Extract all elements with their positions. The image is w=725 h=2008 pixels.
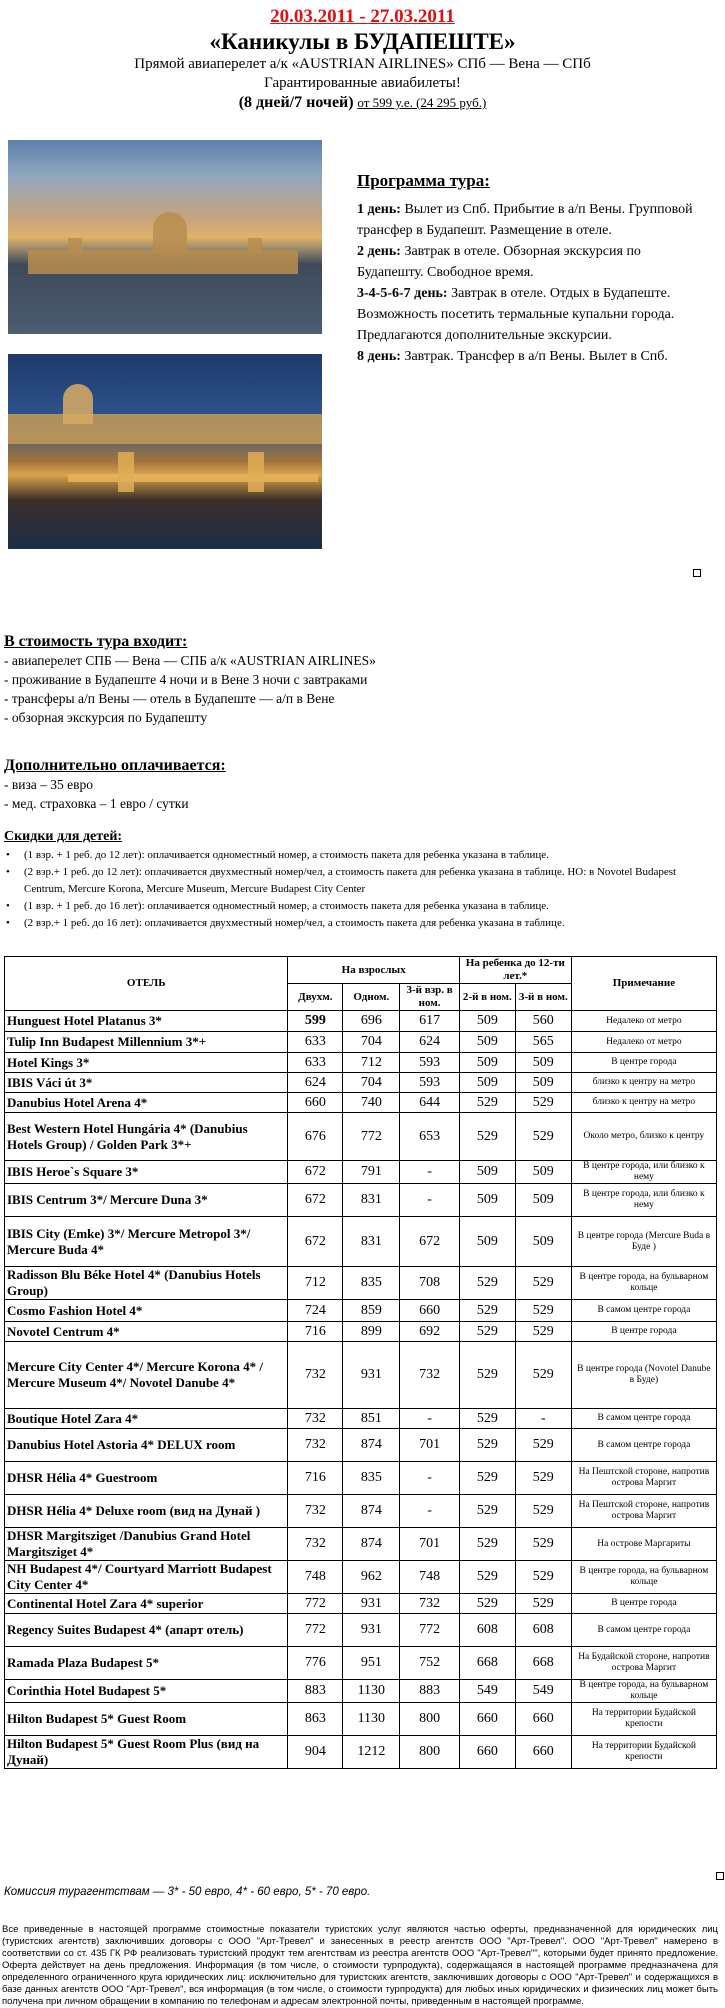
hotel-name: IBIS Centrum 3*/ Mercure Duna 3* bbox=[5, 1184, 288, 1217]
price-single: 859 bbox=[343, 1300, 400, 1322]
price-child-3rd: 560 bbox=[515, 1011, 571, 1032]
price-single: 931 bbox=[343, 1594, 400, 1614]
price-double: 776 bbox=[288, 1647, 343, 1680]
hotel-note: Недалеко от метро bbox=[571, 1011, 716, 1032]
hotel-name: Tulip Inn Budapest Millennium 3*+ bbox=[5, 1032, 288, 1053]
hotel-note: На острове Маргариты bbox=[571, 1528, 716, 1561]
price-child-2nd: 529 bbox=[459, 1462, 515, 1495]
price-single: 951 bbox=[343, 1647, 400, 1680]
tour-duration: (8 дней/7 ночей) bbox=[238, 94, 354, 111]
price-double: 748 bbox=[288, 1561, 343, 1594]
program-day-3-7: 3-4-5-6-7 день: Завтрак в отеле. Отдых в Будапеште. Возможность посетить термальные купальни города. Предлагаются дополнительные экскурсии. bbox=[357, 286, 675, 343]
price-child-2nd: 529 bbox=[459, 1322, 515, 1342]
col-double: Двухм. bbox=[288, 984, 343, 1011]
hotel-name: Corinthia Hotel Budapest 5* bbox=[5, 1680, 288, 1703]
table-row bbox=[5, 1300, 717, 1322]
price-single: 931 bbox=[343, 1342, 400, 1409]
price-child-3rd: 529 bbox=[515, 1462, 571, 1495]
hotel-price-table bbox=[4, 956, 717, 1769]
price-third-adult: - bbox=[400, 1462, 459, 1495]
hotel-name: Continental Hotel Zara 4* superior bbox=[5, 1594, 288, 1614]
price-child-3rd: 529 bbox=[515, 1300, 571, 1322]
table-row bbox=[5, 1736, 717, 1769]
hotel-note: На Пештской стороне, напротив острова Маргит bbox=[571, 1495, 716, 1528]
kids-item: • (2 взр.+ 1 реб. до 12 лет): оплачивается двухместный номер/чел, а стоимость пакета для ребенка указана в таблице. НО: в Novotel Budapest Centrum, Mercure Korona, Mercure Museum, Mercure Budapest City Center bbox=[6, 866, 677, 895]
price-child-2nd: 660 bbox=[459, 1736, 515, 1769]
price-single: 740 bbox=[343, 1093, 400, 1113]
col-note: Примечание bbox=[571, 957, 716, 1011]
hotel-name: Hilton Budapest 5* Guest Room bbox=[5, 1703, 288, 1736]
table-row bbox=[5, 1267, 717, 1300]
price-child-2nd: 509 bbox=[459, 1053, 515, 1073]
price-child-2nd: 509 bbox=[459, 1073, 515, 1093]
includes-item: - трансферы а/п Вены — отель в Будапеште — а/п в Вене bbox=[4, 691, 335, 706]
duration-price bbox=[0, 93, 725, 113]
hotel-note: В самом центре города bbox=[571, 1614, 716, 1647]
price-double: 904 bbox=[288, 1736, 343, 1769]
price-single: 931 bbox=[343, 1614, 400, 1647]
hotel-note: В центре города, на бульварном кольце bbox=[571, 1561, 716, 1594]
includes-heading: В стоимость тура входит: bbox=[4, 633, 188, 650]
price-single: 831 bbox=[343, 1217, 400, 1267]
price-child-3rd: 529 bbox=[515, 1322, 571, 1342]
extra-heading: Дополнительно оплачивается: bbox=[4, 757, 226, 774]
includes-item: - авиаперелет СПБ — Вена — СПБ а/к «AUSTRIAN AIRLINES» bbox=[4, 653, 376, 668]
table-row bbox=[5, 1495, 717, 1528]
hotel-note: В центре города, на бульварном кольце bbox=[571, 1680, 716, 1703]
hotel-note: В самом центре города bbox=[571, 1409, 716, 1429]
price-child-2nd: 529 bbox=[459, 1429, 515, 1462]
price-single: 874 bbox=[343, 1528, 400, 1561]
price-single: 831 bbox=[343, 1184, 400, 1217]
price-third-adult: 752 bbox=[400, 1647, 459, 1680]
price-child-2nd: 529 bbox=[459, 1594, 515, 1614]
price-single: 704 bbox=[343, 1032, 400, 1053]
price-third-adult: 617 bbox=[400, 1011, 459, 1032]
tour-title: «Каникулы в БУДАПЕШТЕ» bbox=[209, 29, 516, 54]
price-double: 732 bbox=[288, 1342, 343, 1409]
price-third-adult: 772 bbox=[400, 1614, 459, 1647]
includes-item: - обзорная экскурсия по Будапешту bbox=[4, 710, 208, 725]
table-row bbox=[5, 1647, 717, 1680]
hotel-note: В центре города bbox=[571, 1322, 716, 1342]
extra-item: - виза – 35 евро bbox=[4, 777, 94, 792]
table-row bbox=[5, 1032, 717, 1053]
price-child-2nd: 509 bbox=[459, 1032, 515, 1053]
table-row bbox=[5, 1217, 717, 1267]
hotel-note: В центре города bbox=[571, 1594, 716, 1614]
price-double: 772 bbox=[288, 1614, 343, 1647]
table-row bbox=[5, 1703, 717, 1736]
price-third-adult: 800 bbox=[400, 1703, 459, 1736]
price-double: 863 bbox=[288, 1703, 343, 1736]
price-double: 633 bbox=[288, 1032, 343, 1053]
price-child-3rd: 509 bbox=[515, 1053, 571, 1073]
col-child: На ребенка до 12-ти лет.* bbox=[459, 957, 571, 984]
hotel-note: В центре города (Mercure Buda в Буде ) bbox=[571, 1217, 716, 1267]
hotel-name: Boutique Hotel Zara 4* bbox=[5, 1409, 288, 1429]
price-child-3rd: 529 bbox=[515, 1113, 571, 1161]
price-child-2nd: 529 bbox=[459, 1528, 515, 1561]
price-child-2nd: 608 bbox=[459, 1614, 515, 1647]
col-hotel: ОТЕЛЬ bbox=[5, 957, 288, 1011]
col-child-3rd: 3-й в ном. bbox=[515, 984, 571, 1011]
hotel-name: Best Western Hotel Hungária 4* (Danubius Hotels Group) / Golden Park 3*+ bbox=[5, 1113, 288, 1161]
agency-commission: Комиссия турагентствам — 3* - 50 евро, 4* - 60 евро, 5* - 70 евро. bbox=[4, 1886, 371, 1898]
price-third-adult: 883 bbox=[400, 1680, 459, 1703]
price-child-3rd: - bbox=[515, 1409, 571, 1429]
price-third-adult: - bbox=[400, 1409, 459, 1429]
table-row bbox=[5, 1594, 717, 1614]
price-double: 624 bbox=[288, 1073, 343, 1093]
price-double: 672 bbox=[288, 1161, 343, 1184]
hotel-name: Hotel Kings 3* bbox=[5, 1053, 288, 1073]
price-child-3rd: 509 bbox=[515, 1161, 571, 1184]
price-third-adult: 660 bbox=[400, 1300, 459, 1322]
flight-info: Прямой авиаперелет а/к «AUSTRIAN AIRLINES» СПб — Вена — СПб bbox=[134, 56, 591, 72]
table-row bbox=[5, 1614, 717, 1647]
hotel-name: Mercure City Center 4*/ Mercure Korona 4* / Mercure Museum 4*/ Novotel Danube 4* bbox=[5, 1342, 288, 1409]
tour-dates: 20.03.2011 - 27.03.2011 bbox=[270, 6, 455, 27]
price-child-3rd: 529 bbox=[515, 1342, 571, 1409]
extra-item: - мед. страховка – 1 евро / сутки bbox=[4, 796, 189, 811]
kids-item: • (1 взр. + 1 реб. до 12 лет): оплачивается одноместный номер, а стоимость пакета для ребенка указана в таблице. bbox=[6, 849, 549, 861]
price-double: 599 bbox=[288, 1011, 343, 1032]
price-third-adult: 593 bbox=[400, 1073, 459, 1093]
price-single: 835 bbox=[343, 1267, 400, 1300]
price-double: 883 bbox=[288, 1680, 343, 1703]
hotel-note: На территории Будайской крепости bbox=[571, 1703, 716, 1736]
table-row bbox=[5, 1184, 717, 1217]
price-double: 672 bbox=[288, 1217, 343, 1267]
price-third-adult: 800 bbox=[400, 1736, 459, 1769]
includes-item: - проживание в Будапеште 4 ночи и в Вене 3 ночи с завтраками bbox=[4, 672, 368, 687]
price-single: 851 bbox=[343, 1409, 400, 1429]
price-double: 732 bbox=[288, 1528, 343, 1561]
price-single: 712 bbox=[343, 1053, 400, 1073]
hotel-name: Danubius Hotel Astoria 4* DELUX room bbox=[5, 1429, 288, 1462]
kids-item: • (2 взр.+ 1 реб. до 16 лет): оплачивается двухместный номер/чел, а стоимость пакета для ребенка указана в таблице. bbox=[6, 917, 565, 929]
price-single: 1130 bbox=[343, 1680, 400, 1703]
hotel-name: Cosmo Fashion Hotel 4* bbox=[5, 1300, 288, 1322]
price-single: 791 bbox=[343, 1161, 400, 1184]
hotel-note: В самом центре города bbox=[571, 1300, 716, 1322]
parliament-photo bbox=[8, 140, 322, 334]
price-child-3rd: 549 bbox=[515, 1680, 571, 1703]
price-single: 1212 bbox=[343, 1736, 400, 1769]
price-child-2nd: 509 bbox=[459, 1217, 515, 1267]
price-child-2nd: 529 bbox=[459, 1267, 515, 1300]
price-child-3rd: 529 bbox=[515, 1528, 571, 1561]
legal-disclaimer: Все приведенные в настоящей программе стоимостные показатели туристских услуг являются частью оферты, предназначенной для юридических лиц (туристских агентств) заключивших договоры с ООО "Арт-Тревел" и занесенных в реестр агентств ООО "Арт-Тревел". ООО "Арт-Тревел" намерено в соответствии со ст. 435 ГК РФ реализовать туристский продукт тем агентствам из реестра агентств ООО "Арт-Тревел"", которыми будет принято предложение. Оферта действует на день предложения. Информация (в том числе, о стоимости турпродукта), содержащаяся в настоящей программе предназначена для определенного ограниченного круга юридических лиц: исключительно для туристских агентств, заключивших договоры с ООО "Арт-Тревел" и содержащихся в базе данных агентств ООО "Арт-Тревел", вся информация (в том числе, о стоимости турпродукта) для любых иных юридических и физических лиц может быть получена при личном обращении в компанию по телефонам и адресам электронной почты, приведенным в настоящей программе. bbox=[2, 1924, 718, 2007]
price-child-2nd: 509 bbox=[459, 1011, 515, 1032]
price-third-adult: - bbox=[400, 1495, 459, 1528]
hotel-note: На территории Будайской крепости bbox=[571, 1736, 716, 1769]
chain-bridge-photo bbox=[8, 354, 322, 549]
extra-section bbox=[4, 756, 226, 813]
table-row bbox=[5, 1342, 717, 1409]
hotel-rows bbox=[5, 1011, 717, 1769]
price-double: 660 bbox=[288, 1093, 343, 1113]
hotel-note: В центре города (Novotel Danube в Буде) bbox=[571, 1342, 716, 1409]
price-single: 899 bbox=[343, 1322, 400, 1342]
hotel-name: Danubius Hotel Arena 4* bbox=[5, 1093, 288, 1113]
hotel-name: IBIS Heroe`s Square 3* bbox=[5, 1161, 288, 1184]
price-third-adult: 701 bbox=[400, 1528, 459, 1561]
tour-header bbox=[0, 6, 725, 113]
price-child-2nd: 509 bbox=[459, 1161, 515, 1184]
hotel-note: В центре города, или близко к нему bbox=[571, 1161, 716, 1184]
price-double: 716 bbox=[288, 1322, 343, 1342]
tour-price: от 599 у.е. (24 295 руб.) bbox=[357, 95, 487, 110]
price-child-2nd: 660 bbox=[459, 1703, 515, 1736]
price-third-adult: 748 bbox=[400, 1561, 459, 1594]
hotel-name: Radisson Blu Béke Hotel 4* (Danubius Hotels Group) bbox=[5, 1267, 288, 1300]
price-child-3rd: 529 bbox=[515, 1267, 571, 1300]
price-single: 1130 bbox=[343, 1703, 400, 1736]
price-single: 874 bbox=[343, 1495, 400, 1528]
hotel-name: Hilton Budapest 5* Guest Room Plus (вид на Дунай) bbox=[5, 1736, 288, 1769]
price-double: 676 bbox=[288, 1113, 343, 1161]
col-child-2nd: 2-й в ном. bbox=[459, 984, 515, 1011]
price-third-adult: 692 bbox=[400, 1322, 459, 1342]
program-heading: Программа тура: bbox=[357, 171, 490, 190]
price-child-3rd: 668 bbox=[515, 1647, 571, 1680]
price-double: 772 bbox=[288, 1594, 343, 1614]
price-child-3rd: 509 bbox=[515, 1073, 571, 1093]
table-row bbox=[5, 1161, 717, 1184]
price-child-3rd: 565 bbox=[515, 1032, 571, 1053]
col-third-adult: 3-й взр. в ном. bbox=[400, 984, 459, 1011]
table-row bbox=[5, 1429, 717, 1462]
hotel-name: DHSR Hélia 4* Guestroom bbox=[5, 1462, 288, 1495]
includes-section bbox=[4, 632, 376, 727]
price-child-2nd: 529 bbox=[459, 1113, 515, 1161]
price-child-2nd: 549 bbox=[459, 1680, 515, 1703]
program-day-8: 8 день: Завтрак. Трансфер в а/п Вены. Вылет в Спб. bbox=[357, 349, 668, 364]
price-child-3rd: 660 bbox=[515, 1703, 571, 1736]
table-row bbox=[5, 1680, 717, 1703]
price-double: 716 bbox=[288, 1462, 343, 1495]
table-row bbox=[5, 1093, 717, 1113]
price-child-3rd: 509 bbox=[515, 1217, 571, 1267]
price-double: 724 bbox=[288, 1300, 343, 1322]
hotel-note: В центре города, или близко к нему bbox=[571, 1184, 716, 1217]
price-single: 835 bbox=[343, 1462, 400, 1495]
hotel-note: Недалеко от метро bbox=[571, 1032, 716, 1053]
table-row bbox=[5, 1409, 717, 1429]
hotel-note: В центре города, на бульварном кольце bbox=[571, 1267, 716, 1300]
price-child-3rd: 529 bbox=[515, 1561, 571, 1594]
price-single: 704 bbox=[343, 1073, 400, 1093]
price-third-adult: 653 bbox=[400, 1113, 459, 1161]
hotel-note: В центре города bbox=[571, 1053, 716, 1073]
price-child-3rd: 529 bbox=[515, 1429, 571, 1462]
price-child-2nd: 509 bbox=[459, 1184, 515, 1217]
col-adults: На взрослых bbox=[288, 957, 459, 984]
kids-heading: Скидки для детей: bbox=[4, 829, 123, 844]
price-child-2nd: 529 bbox=[459, 1093, 515, 1113]
price-double: 672 bbox=[288, 1184, 343, 1217]
price-third-adult: 644 bbox=[400, 1093, 459, 1113]
table-row bbox=[5, 1113, 717, 1161]
price-third-adult: 732 bbox=[400, 1594, 459, 1614]
anchor-marker bbox=[693, 569, 701, 577]
price-single: 772 bbox=[343, 1113, 400, 1161]
hotel-note: В самом центре города bbox=[571, 1429, 716, 1462]
hotel-name: DHSR Hélia 4* Deluxe room (вид на Дунай ) bbox=[5, 1495, 288, 1528]
price-double: 732 bbox=[288, 1409, 343, 1429]
hotel-name: Regency Suites Budapest 4* (апарт отель) bbox=[5, 1614, 288, 1647]
price-child-3rd: 529 bbox=[515, 1594, 571, 1614]
price-single: 696 bbox=[343, 1011, 400, 1032]
price-child-3rd: 529 bbox=[515, 1093, 571, 1113]
price-double: 712 bbox=[288, 1267, 343, 1300]
price-child-3rd: 660 bbox=[515, 1736, 571, 1769]
hotel-note: Около метро, близко к центру bbox=[571, 1113, 716, 1161]
hotel-name: NH Budapest 4*/ Courtyard Marriott Budapest City Center 4* bbox=[5, 1561, 288, 1594]
price-child-2nd: 668 bbox=[459, 1647, 515, 1680]
table-row bbox=[5, 1322, 717, 1342]
price-third-adult: 624 bbox=[400, 1032, 459, 1053]
price-single: 874 bbox=[343, 1429, 400, 1462]
price-child-2nd: 529 bbox=[459, 1561, 515, 1594]
price-child-2nd: 529 bbox=[459, 1409, 515, 1429]
price-child-2nd: 529 bbox=[459, 1300, 515, 1322]
price-child-3rd: 529 bbox=[515, 1495, 571, 1528]
table-row bbox=[5, 1053, 717, 1073]
hotel-name: IBIS Váci út 3* bbox=[5, 1073, 288, 1093]
col-single: Одном. bbox=[343, 984, 400, 1011]
table-row bbox=[5, 1561, 717, 1594]
hotel-name: Ramada Plaza Budapest 5* bbox=[5, 1647, 288, 1680]
price-child-3rd: 509 bbox=[515, 1184, 571, 1217]
price-third-adult: 701 bbox=[400, 1429, 459, 1462]
hotel-name: DHSR Margitsziget /Danubius Grand Hotel Margitsziget 4* bbox=[5, 1528, 288, 1561]
price-third-adult: 708 bbox=[400, 1267, 459, 1300]
price-third-adult: 593 bbox=[400, 1053, 459, 1073]
hotel-name: Novotel Centrum 4* bbox=[5, 1322, 288, 1342]
kids-item: • (1 взр. + 1 реб. до 16 лет): оплачивается одноместный номер, а стоимость пакета для ребенка указана в таблице. bbox=[6, 900, 549, 912]
price-child-2nd: 529 bbox=[459, 1495, 515, 1528]
hotel-name: Hunguest Hotel Platanus 3* bbox=[5, 1011, 288, 1032]
hotel-name: IBIS City (Emke) 3*/ Mercure Metropol 3*/ Mercure Buda 4* bbox=[5, 1217, 288, 1267]
tour-program bbox=[357, 170, 697, 367]
table-row bbox=[5, 1462, 717, 1495]
price-double: 732 bbox=[288, 1429, 343, 1462]
kids-discounts bbox=[4, 828, 720, 932]
hotel-note: На Будайской стороне, напротив острова Маргит bbox=[571, 1647, 716, 1680]
program-day-1: 1 день: Вылет из Спб. Прибытие в а/п Вены. Групповой трансфер в Будапешт. Размещение в отеле. bbox=[357, 202, 693, 238]
table-row bbox=[5, 1011, 717, 1032]
price-single: 962 bbox=[343, 1561, 400, 1594]
hotel-note: близко к центру на метро bbox=[571, 1093, 716, 1113]
guaranteed-tickets: Гарантированные авиабилеты! bbox=[264, 75, 461, 91]
price-third-adult: 672 bbox=[400, 1217, 459, 1267]
price-third-adult: - bbox=[400, 1184, 459, 1217]
hotel-note: На Пештской стороне, напротив острова Маргит bbox=[571, 1462, 716, 1495]
price-double: 732 bbox=[288, 1495, 343, 1528]
price-child-3rd: 608 bbox=[515, 1614, 571, 1647]
anchor-marker bbox=[716, 1872, 724, 1880]
price-third-adult: - bbox=[400, 1161, 459, 1184]
price-double: 633 bbox=[288, 1053, 343, 1073]
program-day-2: 2 день: Завтрак в отеле. Обзорная экскурсия по Будапешту. Свободное время. bbox=[357, 244, 641, 280]
hotel-note: близко к центру на метро bbox=[571, 1073, 716, 1093]
table-row bbox=[5, 1528, 717, 1561]
price-third-adult: 732 bbox=[400, 1342, 459, 1409]
price-child-2nd: 529 bbox=[459, 1342, 515, 1409]
table-row bbox=[5, 1073, 717, 1093]
